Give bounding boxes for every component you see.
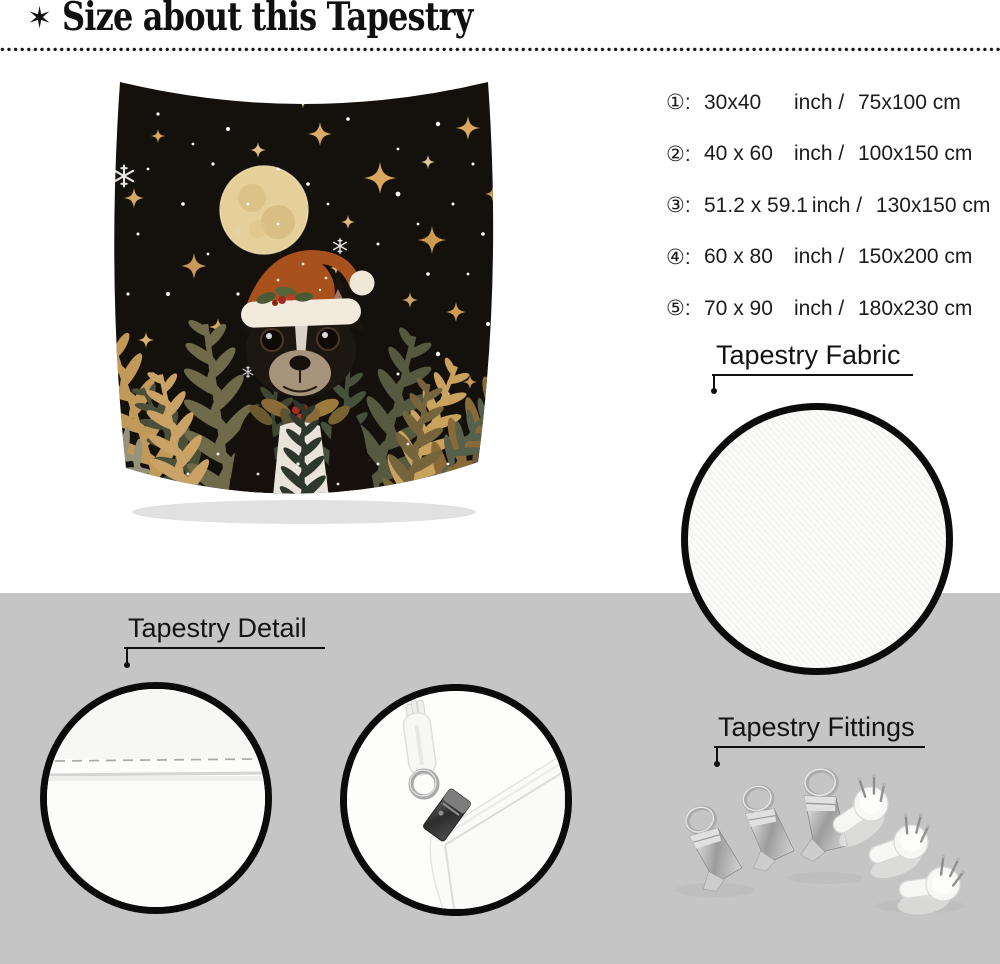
size-inches: 51.2 x 59.1 <box>704 193 808 217</box>
size-inches: 60 x 80 <box>704 245 773 269</box>
tapestry-cloth <box>98 74 510 526</box>
moon <box>220 166 308 254</box>
tapestry-shadow <box>132 500 476 524</box>
size-inches: 70 x 90 <box>704 296 773 320</box>
hem-stitch-photo <box>47 689 265 907</box>
page-title: Size about this Tapestry <box>62 0 473 40</box>
size-unit: inch / <box>794 296 845 320</box>
detail-label: Tapestry Detail <box>124 613 325 649</box>
size-list <box>666 77 990 335</box>
dotted-divider <box>0 47 1000 52</box>
curtain-clip-2 <box>730 781 798 874</box>
size-unit: inch / <box>794 90 845 114</box>
size-row <box>666 129 990 181</box>
size-cm: 130x150 cm <box>875 193 991 217</box>
size-inches: 30x40 <box>704 90 762 114</box>
size-number: ③: <box>666 194 691 218</box>
size-number: ⑤: <box>666 297 691 321</box>
clip-detail-circle <box>340 684 572 916</box>
fabric-swatch-circle <box>681 403 953 675</box>
curtain-clip-1 <box>672 801 746 896</box>
size-cm: 75x100 cm <box>858 90 961 114</box>
size-cm: 100x150 cm <box>858 142 973 166</box>
title-star-icon: ✶ <box>27 2 53 35</box>
size-cm: 180x230 cm <box>858 296 973 320</box>
hem-detail-circle <box>40 682 272 914</box>
fittings-label: Tapestry Fittings <box>714 712 925 748</box>
hook-clip-photo <box>347 691 565 909</box>
size-number: ①: <box>666 91 691 115</box>
size-unit: inch / <box>794 245 845 269</box>
size-row <box>666 283 990 335</box>
size-unit: inch / <box>794 142 845 166</box>
size-number: ④: <box>666 245 691 269</box>
size-row <box>666 180 990 232</box>
fittings-photo <box>655 758 975 923</box>
tapestry-photo <box>98 74 510 526</box>
fabric-label: Tapestry Fabric <box>712 340 913 376</box>
size-row <box>666 232 990 284</box>
size-unit: inch / <box>811 193 863 217</box>
size-number: ②: <box>666 142 691 166</box>
detail-leader-line <box>126 649 128 664</box>
size-inches: 40 x 60 <box>704 142 773 166</box>
size-row <box>666 77 990 129</box>
fabric-leader-line <box>713 376 715 390</box>
size-cm: 150x200 cm <box>858 245 973 269</box>
